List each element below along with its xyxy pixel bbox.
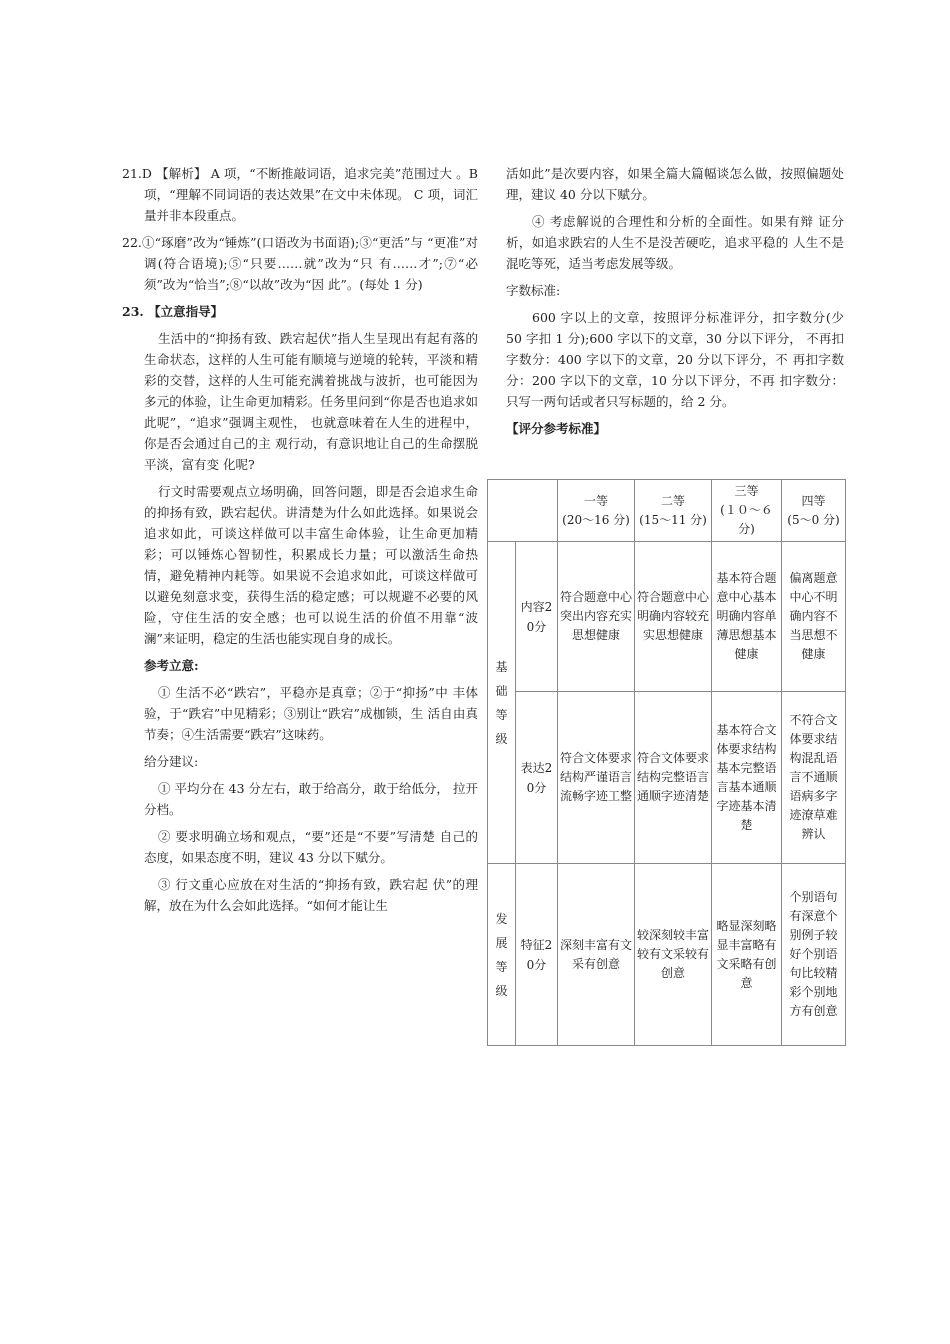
advice-4: ④ 考虑解说的合理性和分析的全面性。如果有辩 证分析，如追求跌宕的人生不是没苦硬吃，追求平稳的 人生不是混吃等死，适当考虑发展等级。 (506, 214, 844, 271)
reference-title: 参考立意: (144, 658, 199, 673)
table-cell: 偏离题意中心不明确内容不当思想不健康 (782, 542, 846, 692)
advice-3-continued: 活如此”是次要内容，如果全篇大篇幅谈怎么做，按照偏题处理，建议 40 分以下赋分。 (506, 166, 844, 202)
table-cell: 较深刻较丰富较有文采较有创意 (635, 864, 712, 1046)
table-cell: 符合题意中心明确内容较充实思想健康 (635, 542, 712, 692)
header-grade-4: 四等 (5～0 分) (782, 480, 846, 542)
category-cell: 特征20分 (516, 864, 558, 1046)
table-cell: 符合文体要求结构严谨语言流畅字迹工整 (558, 692, 635, 864)
development-level-label: 发展等级 (488, 864, 516, 1046)
answer-21: 21.D 【解析】 A 项，“不断推敲词语，追求完美”范围过大 。B 项，“理解不同词语的表达效果”在文中未体现。 C 项，词汇量并非本段重点。 (122, 166, 478, 223)
right-column (506, 163, 844, 445)
header-grade-1: 一等 (20～16 分) (558, 480, 635, 542)
advice-1: ① 平均分在 43 分左右，敢于给高分，敢于给低分， 拉开分档。 (144, 781, 478, 817)
header-grade-2: 二等 (15～11 分) (635, 480, 712, 542)
table-cell: 个别语句有深意个别例子较好个别语句比较精彩个别地方有创意 (782, 864, 846, 1046)
basic-level-label: 基础等级 (488, 542, 516, 864)
table-cell: 深刻丰富有文采有创意 (558, 864, 635, 1046)
category-cell: 表达20分 (516, 692, 558, 864)
answer-22: 22.①“琢磨”改为“锤炼”(口语改为书面语);③“更活”与 “更准”对调(符合语境);⑤“只要……就”改为“只 有……才”;⑦“必须”改为“恰当”;⑧“以故”改为“因 此”。(每处 1 分) (122, 235, 478, 292)
reference-text: ① 生活不必“跌宕”，平稳亦是真章；②于“抑扬”中 丰体验，于“跌宕”中见精彩；③别让“跌宕”成枷锁，生 活自由真节奏；④生活需要“跌宕”这味药。 (144, 685, 478, 742)
advice-3: ③ 行文重心应放在对生活的“抑扬有致，跌宕起 伏”的理解，放在为什么会如此选择。“如何才能让生 (144, 877, 478, 913)
answer-23-title: 23. 【立意指导】 (122, 304, 224, 319)
header-grade-3: 三等 (１０～６分) (712, 480, 782, 542)
left-column (122, 163, 478, 922)
table-cell: 基本符合题意中心基本明确内容单薄思想基本健康 (712, 542, 782, 692)
table-cell: 略显深刻略显丰富略有文采略有创意 (712, 864, 782, 1046)
category-cell: 内容20分 (516, 542, 558, 692)
table-corner-cell (488, 480, 558, 542)
word-count-title: 字数标准: (506, 283, 561, 298)
advice-2: ② 要求明确立场和观点，“要”还是“不要”写清楚 自己的态度，如果态度不明，建议 43 分以下赋分。 (144, 829, 478, 865)
table-row (488, 542, 846, 692)
guidance-paragraph-1: 生活中的“抑扬有致、跌宕起伏”指人生呈现出有起有落的生命状态，这样的人生可能有顺境与逆境的轮转，平淡和精彩的交替，这样的人生可能充满着挑战与波折，也可能因为多元的体验，让生命更加精彩。任务里问到“你是否也追求如此呢”，“追求”强调主观性， 也就意味着在人生的进程中，你是否会通过自己的主 观行动，有意识地让自己的生命摆脱平淡，富有变 化呢? (144, 331, 478, 472)
word-count-text: 600 字以上的文章，按照评分标准评分，扣字数分(少 50 字扣 1 分);600 字以下的文章，30 分以下评分， 不再扣字数分：400 字以下的文章，20 分以下评分，不 再扣字数分：200 字以下的文章，10 分以下评分，不再 扣字数分：只写一两句话或者只写标题的，给 2 分。 (506, 310, 844, 409)
grading-standard-title: 【评分参考标准】 (506, 421, 607, 436)
table-header-row (488, 480, 846, 542)
table-cell: 符合题意中心突出内容充实思想健康 (558, 542, 635, 692)
table-cell: 不符合文体要求结构混乱语言不通顺语病多字迹潦草难辨认 (782, 692, 846, 864)
table-row (488, 864, 846, 1046)
table-cell: 基本符合文体要求结构基本完整语言基本通顺字迹基本清楚 (712, 692, 782, 864)
guidance-paragraph-2: 行文时需要观点立场明确，回答问题，即是否会追求生命的抑扬有致，跌宕起伏。讲清楚为什么如此选择。如果说会追求如此，可谈这样做可以丰富生命体验，让生命更加精彩；可以锤炼心智韧性，积累成长力量；可以激活生命热情，避免精神内耗等。如果说不会追求如此，可谈这样做可以避免刻意求变，获得生活的稳定感；可以规避不必要的风险，守住生活的安全感；也可以说生活的价值不用靠“波澜”来证明，稳定的生活也能实现自身的成长。 (144, 484, 478, 646)
table-row (488, 692, 846, 864)
grading-table (487, 479, 846, 1046)
advice-title: 给分建议: (144, 754, 199, 769)
table-cell: 符合文体要求结构完整语言通顺字迹清楚 (635, 692, 712, 864)
